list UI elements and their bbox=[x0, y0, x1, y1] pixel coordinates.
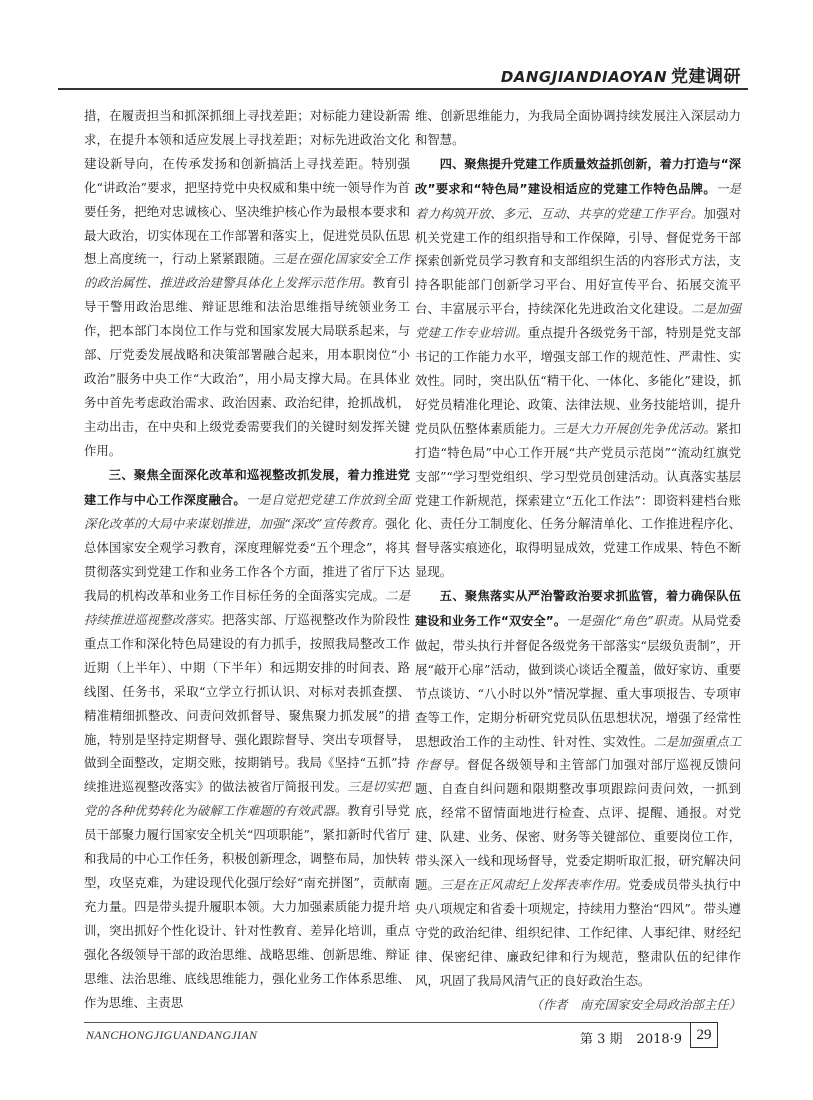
header-divider bbox=[58, 88, 748, 90]
emphasis-text: 三是在强化国家安全工作的政治属性、推进政治建警具体化上发挥示范作用。 bbox=[84, 251, 411, 291]
emphasis-text: 二是持续推进巡视整改落实。 bbox=[84, 588, 411, 628]
paragraph: 五、聚焦落实从严治警政治要求抓监管，着力确保队伍建设和业务工作“双安全”。一是强化“角色”职责。从局党委做起，带头执行并督促各级党务干部落实“层级负责制”，开展“敲开心扉”活动，做到谈心谈话全覆盖，做好家访、重要节点谈访、“八小时以外”情况掌握、重大事项报告、专项审查等工作，定期分析研究党员队伍思想状况，增强了经常性思想政治工作的主动性、针对性、实效性。二是加强重点工作督导。督促各级领导和主管部门加强对部厅巡视反馈问题、自查自纠问题和限期整改事项跟踪问责问效，一抓到底，经常不留情面地进行检查、点评、提醒、通报。对党建、队建、业务、保密、财务等关键部位、重要岗位工作，带头深入一线和现场督导，党委定期听取汇报，研究解决问题。三是在正风肃纪上发挥表率作用。党委成员带头执行中央八项规定和省委十项规定，持续用力整治“四风”。带头遵守党的政治纪律、组织纪律、工作纪律、人事纪律、财经纪律、保密纪律、廉政纪律和行为规范，整肃队伍的纪律作风，巩固了我局风清气正的良好政治生态。 bbox=[415, 589, 742, 988]
issue-date: 2018·9 bbox=[636, 1032, 683, 1047]
paragraph: 维、创新思维能力，为我局全面协调持续发展注入深层动力和智慧。 bbox=[415, 108, 741, 147]
column-name-chinese: 党建调研 bbox=[671, 67, 741, 87]
emphasis-text: 三是大力开展创先争优活动。 bbox=[553, 420, 717, 436]
issue-info bbox=[580, 1028, 682, 1047]
text-column-right bbox=[415, 104, 741, 1016]
paragraph: 三、聚焦全面深化改革和巡视整改抓发展，着力推进党建工作与中心工作深度融合。一是自觉把党建工作放到全面深化改革的大局中来谋划推进，加强“深改”宣传教育。强化总体国家安全观学习教育，深度理解党委“五个理念”，将其贯彻落实到党建工作和业务工作各个方面，推进了省厅下达我局的机构改革和业务工作目标任务的全面落实完成。二是持续推进巡视整改落实。把落实部、厅巡视整改作为阶段性重点工作和深化特色局建设的有力抓手，按照我局整改工作近期（上半年）、中期（下半年）和远期安排的时间表、路线图、任务书，采取“立学立行抓认识、对标对表抓查摆、精准精细抓整改、问责问效抓督导、聚焦聚力抓发展”的措施，特别是坚持定期督导、强化跟踪督导、突出专项督导，做到全面整改，定期交账，按期销号。我局《坚持“五抓”持续推进巡视整改落实》的做法被省厅简报刊发。三是切实把党的各种优势转化为破解工作难题的有效武器。教育引导党员干部聚力履行国家安全机关“四项职能”，紧扣新时代省厅和我局的中心工作任务，积极创新理念，调整布局，加快转型，攻坚克难，为建设现代化强厅绘好“南充拼图”，贡献南充力量。四是带头提升履职本领。大力加强素质能力提升培训，突出抓好个性化设计、针对性教育、差异化培训，重点强化各级领导干部的政治思维、战略思维、创新思维、辩证思维、法治思维、底线思维能力，强化业务工作体系思维、作为思维、主责思 bbox=[84, 467, 411, 1010]
text-column-left bbox=[84, 104, 410, 1014]
section-heading-5: 五、聚焦落实从严治警政治要求抓监管，着力确保队伍建设和业务工作“双安全”。 bbox=[415, 589, 741, 629]
paragraph: 措，在履责担当和抓深抓细上寻找差距；对标能力建设新需求，在提升本领和适应发展上寻找差距；对标先进政治文化建设新导向，在传承发扬和创新搞活上寻找差距。特别强化“讲政治”要求，把坚持党中央权威和集中统一领导作为首要任务，把绝对忠诚核心、坚决维护核心作为最根本要求和最大政治，切实体现在工作部署和落实上，促进党员队伍思想上高度统一，行动上紧紧跟随。三是在强化国家安全工作的政治属性、推进政治建警具体化上发挥示范作用。教育引导干警用政治思维、辩证思维和法治思维指导统领业务工作，把本部门本岗位工作与党和国家发展大局联系起来，与部、厅党委发展战略和决策部署融合起来，用本职岗位“小政治”服务中央工作“大政治”，用小局支撑大局。在具体业务中首先考虑政治需求、政治因素、政治纪律，抢抓战机，主动出击，在中央和上级党委需要我们的关键时刻发挥关键作用。 bbox=[84, 108, 411, 458]
emphasis-text: 一是自觉把党建工作放到全面深化改革的大局中来谋划推进，加强“深改”宣传教育。 bbox=[84, 491, 411, 532]
section-heading-4: 四、聚焦提升党建工作质量效益抓创新，着力打造与“深改”要求和“特色局”建设相适应的党建工作特色品牌。 bbox=[415, 156, 741, 196]
journal-name-latin: NANCHONGJIGUANDANGJIAN bbox=[86, 1028, 258, 1042]
emphasis-text: 二是加强党建工作专业培训。 bbox=[415, 301, 742, 341]
emphasis-text: 三是在正风肃纪上发挥表率作用。 bbox=[440, 877, 629, 892]
emphasis-text: 三是切实把党的各种优势转化为破解工作难题的有效武器。 bbox=[84, 779, 411, 819]
author-note: （作者 南充国家安全局政治部主任） bbox=[530, 996, 741, 1012]
emphasis-text: 一是强化“角色”职责。 bbox=[566, 613, 692, 629]
issue-number: 第 3 期 bbox=[580, 1032, 623, 1047]
column-name-latin: DANGJIANDIAOYAN bbox=[500, 68, 667, 86]
section-heading-3: 三、聚焦全面深化改革和巡视整改抓发展，着力推进党建工作与中心工作深度融合。 bbox=[84, 467, 410, 507]
page-number: 29 bbox=[690, 1022, 718, 1048]
paragraph: 四、聚焦提升党建工作质量效益抓创新，着力打造与“深改”要求和“特色局”建设相适应的党建工作特色品牌。一是着力构筑开放、多元、互动、共享的党建工作平台。加强对机关党建工作的组织指导和工作保障，引导、督促党务干部探索创新党员学习教育和支部组织生活的内容形式方法，支持各职能部门创新学习平台、用好宣传平台、拓展交流平台、丰富展示平台，持续深化先进政治文化建设。二是加强党建工作专业培训。重点提升各级党务干部，特别是党支部书记的工作能力水平，增强支部工作的规范性、严肃性、实效性。同时，突出队伍“精干化、一体化、多能化”建设，抓好党员精准化理论、政策、法律法规、业务技能培训，提升党员队伍整体素质能力。三是大力开展创先争优活动。紧扣打造“特色局”中心工作开展“共产党员示范岗”“流动红旗党支部”“学习型党组织、学习型党员创建活动。认真落实基层党建工作新规范，探索建立“五化工作法”：即资料建档台账化、责任分工制度化、任务分解清单化、工作推进程序化、督导落实痕迹化，取得明显成效，党建工作成果、特色不断显现。 bbox=[415, 156, 742, 580]
journal-column-header bbox=[501, 62, 741, 87]
emphasis-text: 二是加强重点工作督导。 bbox=[415, 733, 742, 773]
emphasis-text: 一是着力构筑开放、多元、互动、共享的党建工作平台。 bbox=[415, 180, 742, 221]
footer-divider bbox=[84, 1022, 690, 1023]
